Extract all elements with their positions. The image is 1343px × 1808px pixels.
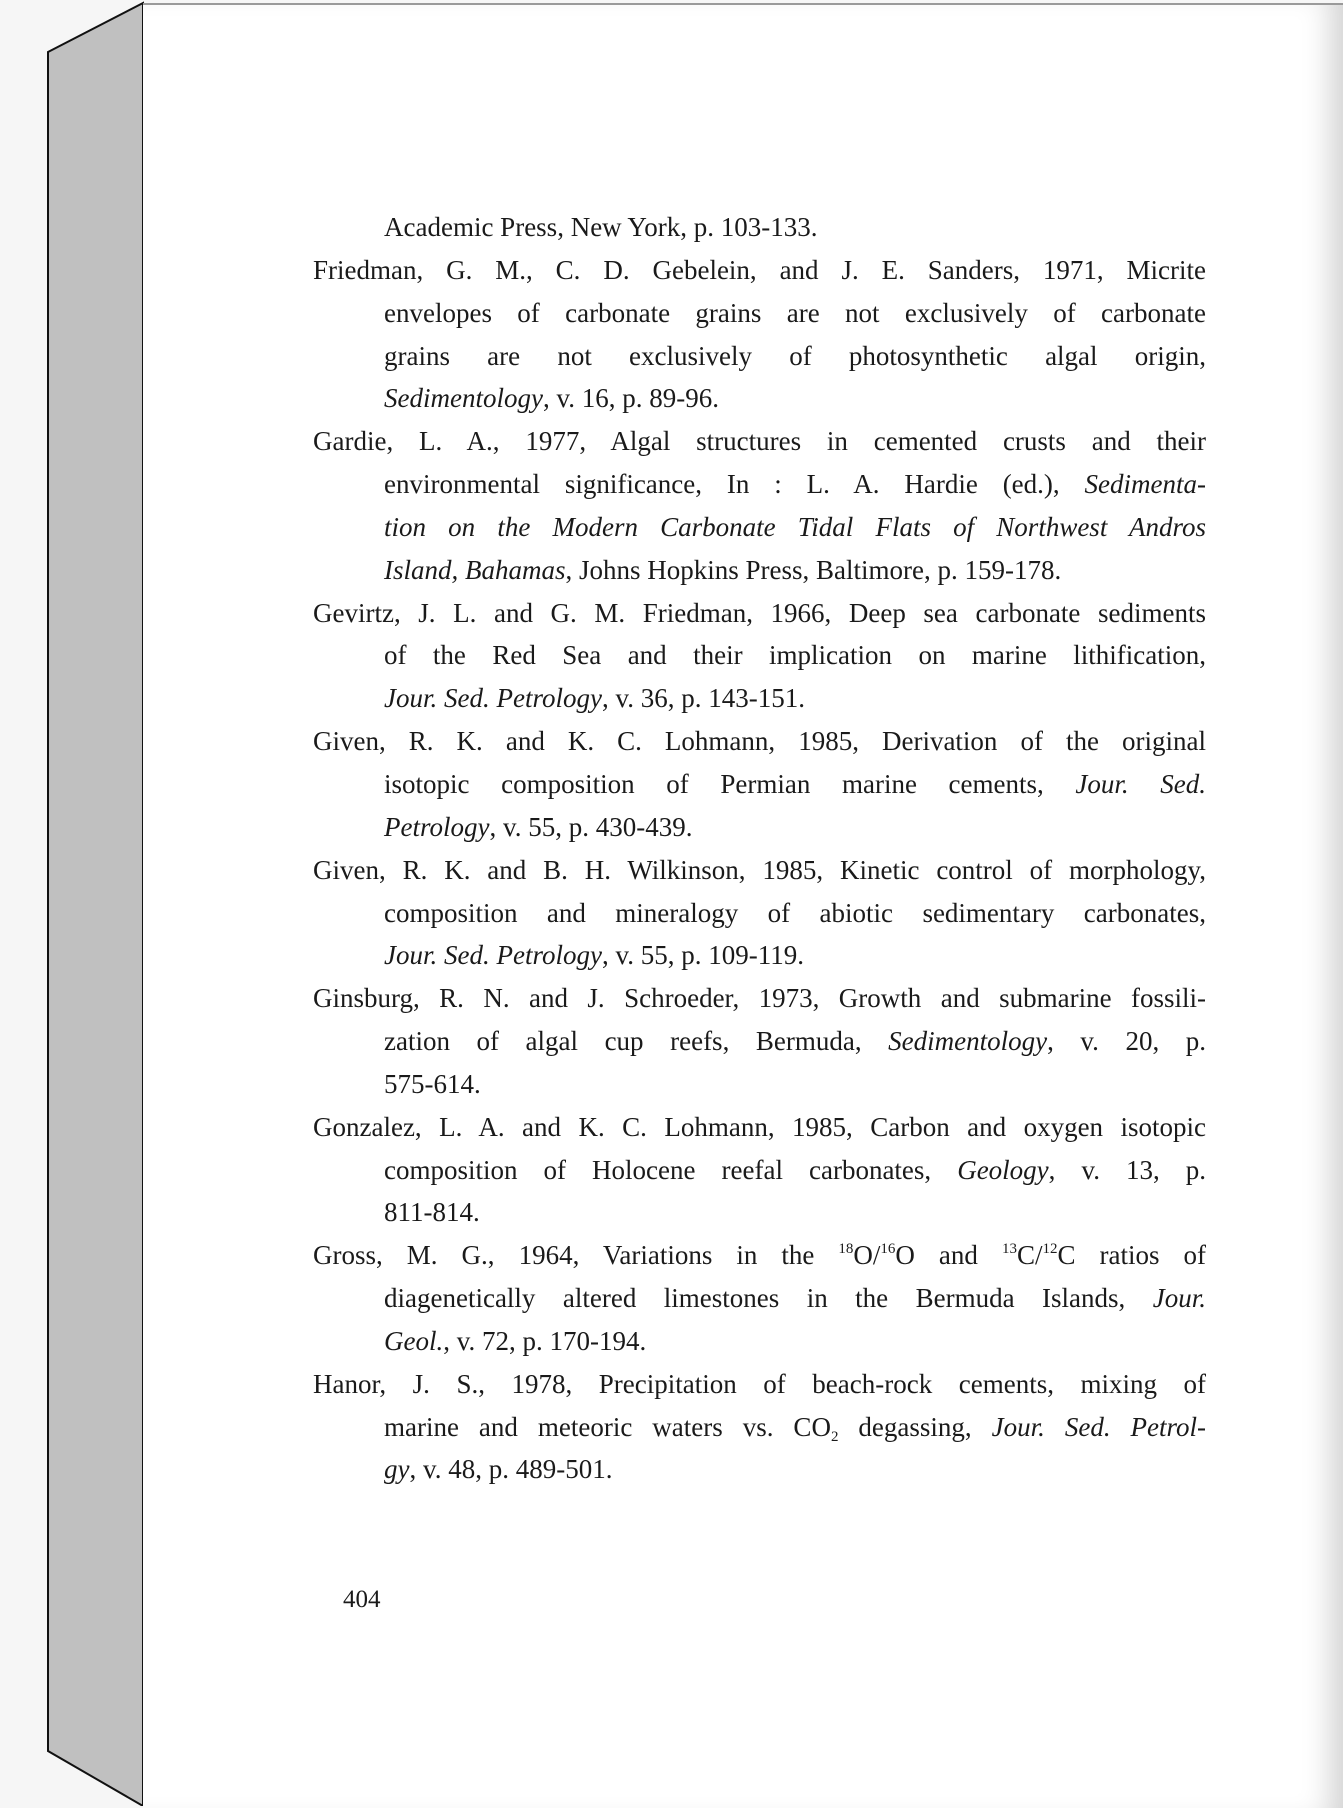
superscript: 16	[880, 1241, 896, 1258]
text-segment: Gardie, L. A., 1977, Algal structures in cemented crusts and their	[313, 426, 1206, 457]
text-segment: grains are not exclusively of photosynthetic algal origin,	[384, 340, 1206, 371]
reference-line	[313, 849, 1206, 892]
reference-line	[313, 1234, 1206, 1277]
text-segment: Given, R. K. and K. C. Lohmann, 1985, Derivation of the original	[313, 726, 1206, 757]
reference-line	[313, 549, 1206, 592]
reference-line	[313, 677, 1206, 720]
text-segment: C ratios of	[1057, 1240, 1206, 1271]
reference-line	[313, 892, 1206, 935]
italic-text: gy	[384, 1454, 410, 1485]
text-segment: marine and meteoric waters vs. CO	[384, 1411, 831, 1442]
italic-text: Jour. Sed. Petrology	[384, 683, 602, 714]
reference-line	[313, 420, 1206, 463]
italic-text: Jour. Sed.	[1075, 768, 1206, 799]
italic-text: tion on the Modern Carbonate Tidal Flats of Northwest Andros	[384, 511, 1206, 542]
reference-line	[313, 1277, 1206, 1320]
italic-text: Sedimenta-	[1084, 469, 1206, 500]
text-segment: 811-814.	[384, 1197, 480, 1228]
text-segment: , v. 13, p.	[1048, 1154, 1207, 1185]
reference-line	[313, 506, 1206, 549]
reference-line	[313, 206, 1206, 249]
text-segment: , v. 55, p. 109-119.	[601, 940, 804, 971]
reference-line	[313, 1320, 1206, 1363]
reference-line	[313, 1020, 1206, 1063]
superscript: 18	[838, 1241, 854, 1258]
italic-text: Sedimentology	[888, 1026, 1048, 1057]
page-number: 404	[343, 1586, 381, 1613]
reference-line	[313, 335, 1206, 378]
text-segment: , v. 16, p. 89-96.	[542, 383, 719, 414]
reference-line	[313, 763, 1206, 806]
subscript: 2	[830, 1428, 839, 1445]
text-segment: , v. 36, p. 143-151.	[601, 683, 805, 714]
superscript: 12	[1042, 1241, 1058, 1258]
italic-text: Geology	[957, 1154, 1049, 1185]
italic-text: Jour. Sed. Petrol-	[991, 1411, 1207, 1442]
text-segment: environmental significance, In : L. A. Hardie (ed.),	[384, 469, 1085, 500]
text-segment: O/	[853, 1240, 881, 1271]
reference-line	[313, 1149, 1206, 1192]
text-segment: Gonzalez, L. A. and K. C. Lohmann, 1985, Carbon and oxygen isotopic	[313, 1111, 1206, 1142]
reference-line	[313, 592, 1206, 635]
reference-line	[313, 463, 1206, 506]
italic-text: Sedimentology	[384, 383, 543, 414]
text-segment: , v. 72, p. 170-194.	[443, 1325, 647, 1356]
reference-line	[313, 1448, 1206, 1491]
reference-line	[313, 292, 1206, 335]
italic-text: Island, Bahamas	[384, 554, 566, 585]
reference-line	[313, 1063, 1206, 1106]
text-segment: diagenetically altered limestones in the Bermuda Islands,	[384, 1283, 1153, 1314]
text-segment: degassing,	[838, 1411, 992, 1442]
reference-line	[313, 1106, 1206, 1149]
italic-text: Geol.	[384, 1325, 444, 1356]
book-spine	[0, 0, 150, 1806]
reference-list	[313, 206, 1206, 1491]
text-segment: , Johns Hopkins Press, Baltimore, p. 159-178.	[565, 554, 1062, 585]
reference-line	[313, 377, 1206, 420]
text-segment: of the Red Sea and their implication on marine lithification,	[384, 640, 1206, 671]
reference-line	[313, 806, 1206, 849]
italic-text: Jour.	[1152, 1283, 1206, 1314]
text-segment: composition of Holocene reefal carbonates,	[384, 1154, 958, 1185]
text-segment: Gevirtz, J. L. and G. M. Friedman, 1966, Deep sea carbonate sediments	[313, 597, 1206, 628]
text-segment: 575-614.	[384, 1068, 481, 1099]
text-segment: , v. 20, p.	[1047, 1026, 1207, 1057]
italic-text: Petrology	[384, 811, 490, 842]
text-segment: C/	[1016, 1240, 1043, 1271]
reference-line	[313, 1406, 1206, 1449]
superscript: 13	[1001, 1241, 1017, 1258]
reference-line	[313, 720, 1206, 763]
reference-line	[313, 977, 1206, 1020]
italic-text: Jour. Sed. Petrology	[384, 940, 602, 971]
reference-line	[313, 249, 1206, 292]
text-segment: , v. 55, p. 430-439.	[489, 811, 693, 842]
text-segment: Gross, M. G., 1964, Variations in the	[313, 1240, 839, 1271]
reference-line	[313, 1363, 1206, 1406]
reference-line	[313, 634, 1206, 677]
reference-line	[313, 1191, 1206, 1234]
text-segment: Hanor, J. S., 1978, Precipitation of beach-rock cements, mixing of	[313, 1368, 1206, 1399]
text-segment: Given, R. K. and B. H. Wilkinson, 1985, Kinetic control of morphology,	[313, 854, 1206, 885]
text-segment: isotopic composition of Permian marine cements,	[384, 768, 1076, 799]
text-segment: , v. 48, p. 489-501.	[409, 1454, 613, 1485]
text-segment: composition and mineralogy of abiotic sedimentary carbonates,	[384, 897, 1206, 928]
text-segment: O and	[895, 1240, 1002, 1271]
reference-line	[313, 934, 1206, 977]
text-segment: Friedman, G. M., C. D. Gebelein, and J. E. Sanders, 1971, Micrite	[313, 254, 1206, 285]
text-segment: Academic Press, New York, p. 103-133.	[384, 212, 818, 242]
text-segment: envelopes of carbonate grains are not exclusively of carbonate	[384, 297, 1206, 328]
text-segment: Ginsburg, R. N. and J. Schroeder, 1973, Growth and submarine fossili-	[313, 983, 1206, 1014]
text-segment: zation of algal cup reefs, Bermuda,	[384, 1026, 889, 1057]
